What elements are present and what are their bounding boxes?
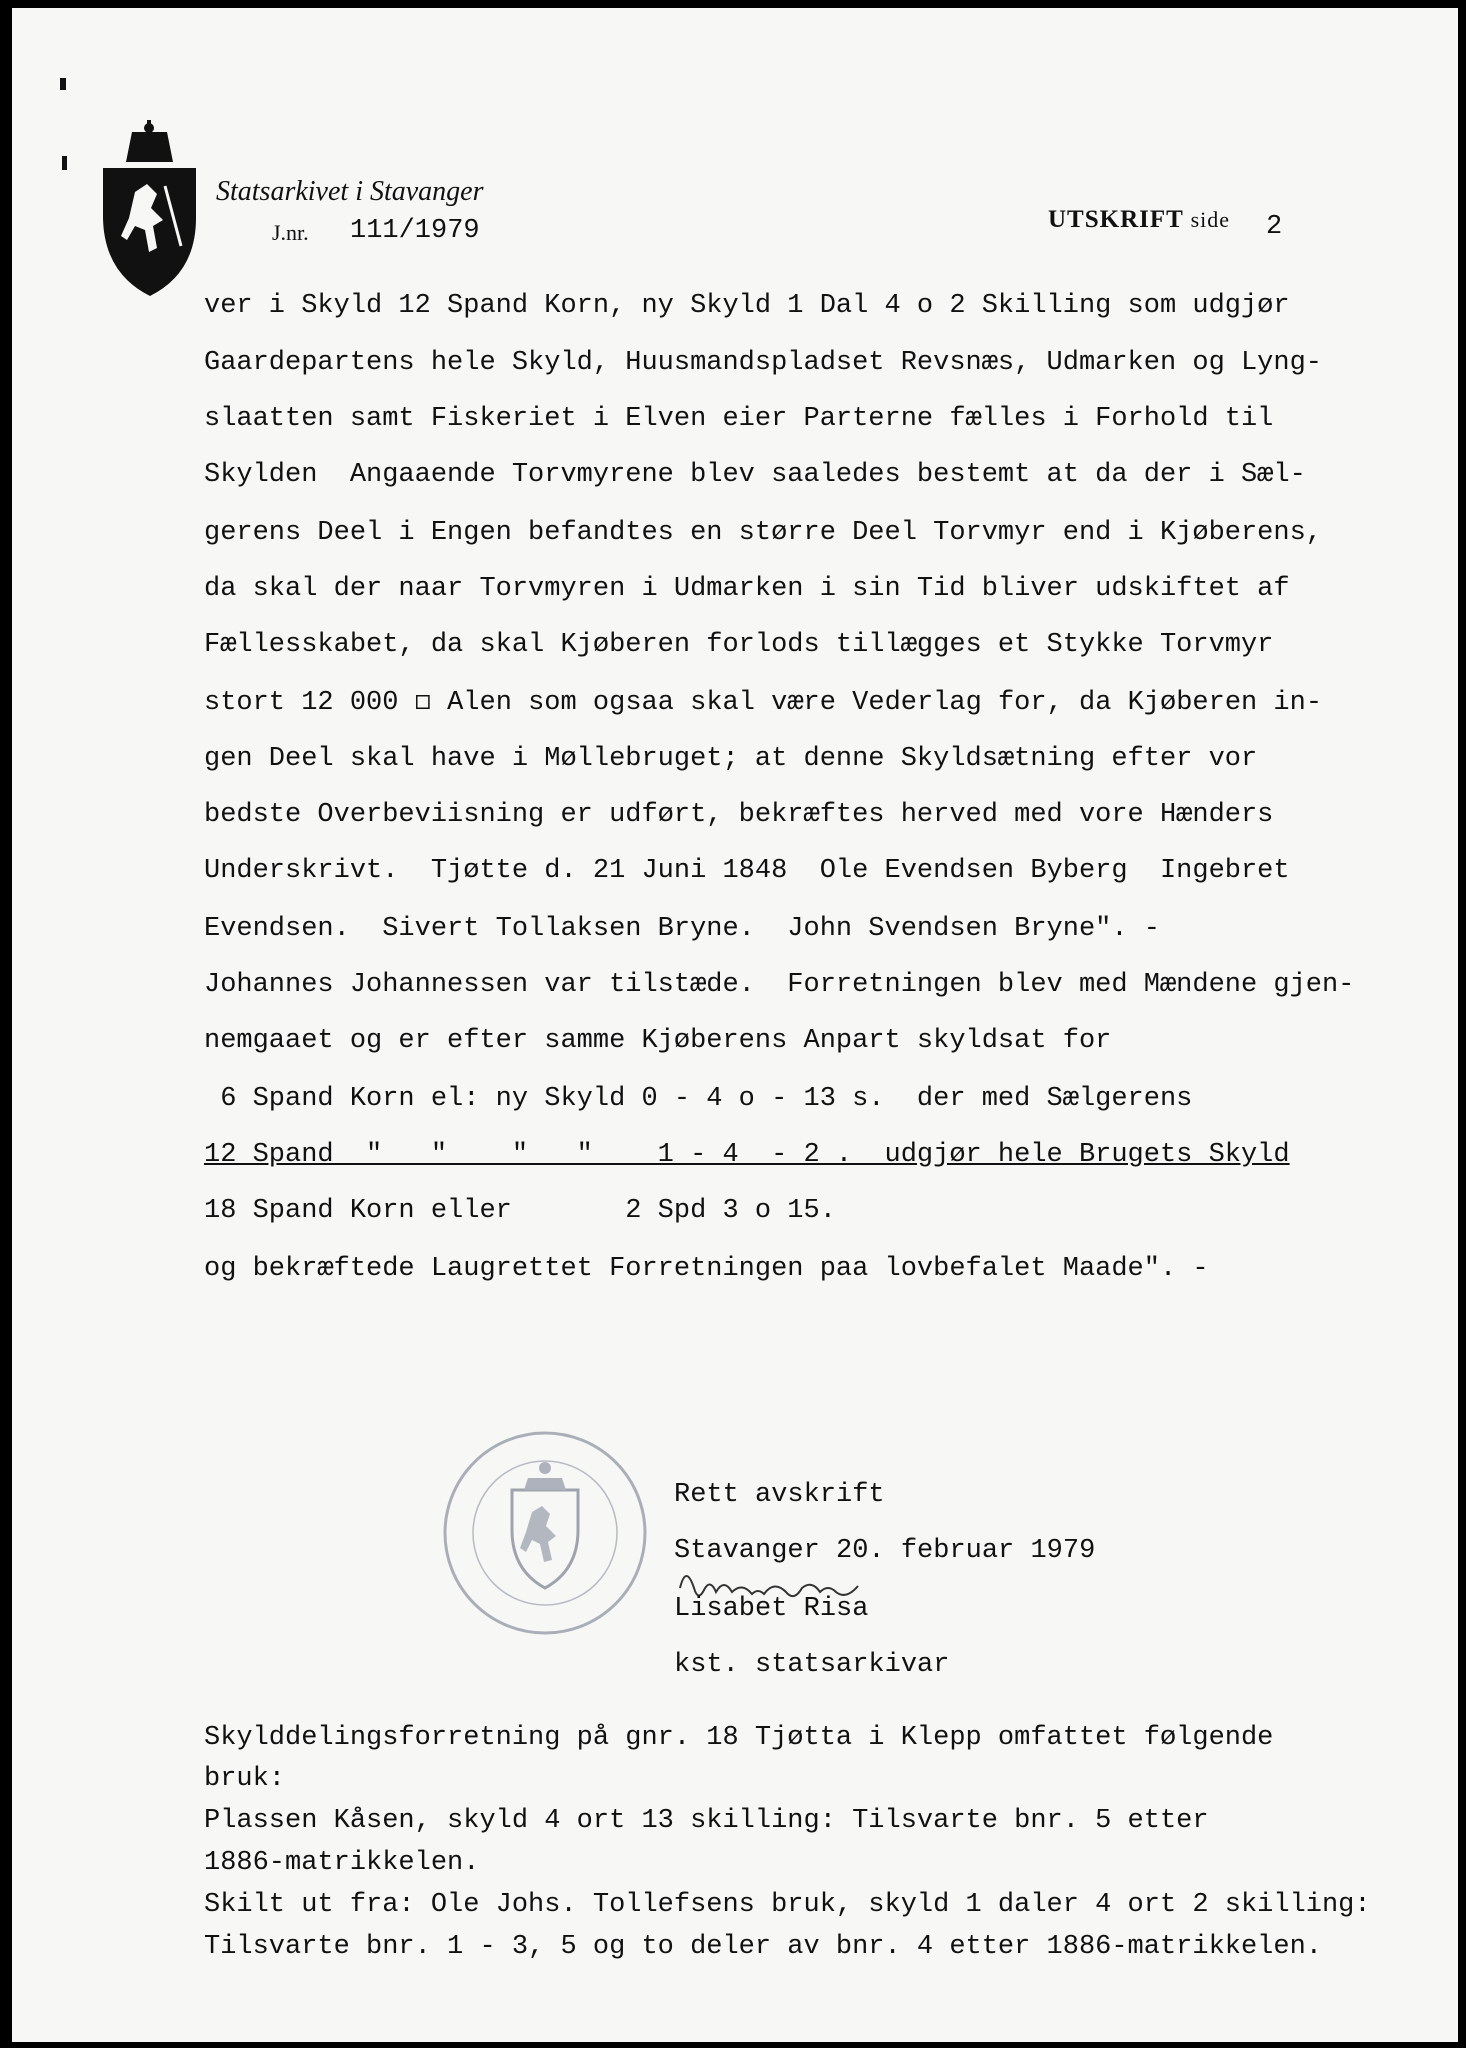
journal-number-label: J.nr. (272, 220, 309, 245)
utskrift-heading (1048, 206, 1230, 234)
margin-mark (60, 78, 66, 90)
body-line: Skylden Angaaende Torvmyrene blev saaledes bestemt at da der i Sæl- (204, 460, 1306, 490)
coat-of-arms-icon (87, 120, 212, 300)
note-line: bruk: (204, 1764, 286, 1794)
document-page (12, 8, 1458, 2042)
body-line: 12 Spand " " " " 1 - 4 - 2 . udgjør hele Brugets Skyld (204, 1140, 1290, 1170)
margin-mark (62, 156, 67, 170)
body-line: 18 Spand Korn eller 2 Spd 3 o 15. (204, 1196, 836, 1226)
body-line: stort 12 000 ◻ Alen som ogsaa skal være Vederlag for, da Kjøberen in- (204, 688, 1323, 718)
body-line: Underskrivt. Tjøtte d. 21 Juni 1848 Ole Evendsen Byberg Ingebret (204, 856, 1290, 886)
body-line: slaatten samt Fiskeriet i Elven eier Parterne fælles i Forhold til (204, 404, 1274, 434)
body-line: nemgaaet og er efter samme Kjøberens Anpart skyldsat for (204, 1026, 1112, 1056)
certification-date: Stavanger 20. februar 1979 (674, 1536, 1096, 1566)
body-line: 6 Spand Korn el: ny Skyld 0 - 4 o - 13 s. der med Sælgerens (204, 1084, 1193, 1114)
note-line: Skylddelingsforretning på gnr. 18 Tjøtta i Klepp omfattet følgende (204, 1723, 1274, 1753)
institution-name: Statsarkivet i Stavanger (216, 176, 484, 207)
body-line: gerens Deel i Engen befandtes en større Deel Torvmyr end i Kjøberens, (204, 518, 1322, 548)
body-line: og bekræftede Laugrettet Forretningen paa lovbefalet Maade". - (204, 1254, 1209, 1284)
body-line: Evendsen. Sivert Tollaksen Bryne. John Svendsen Bryne". - (204, 914, 1160, 944)
body-line: gen Deel skal have i Møllebruget; at denne Skyldsætning efter vor (204, 744, 1258, 774)
page-number: 2 (1266, 212, 1283, 242)
note-line: Skilt ut fra: Ole Johs. Tollefsens bruk, skyld 1 daler 4 ort 2 skilling: (204, 1890, 1371, 1920)
utskrift-label: UTSKRIFT (1048, 206, 1184, 233)
archive-seal (440, 1428, 650, 1638)
note-line: Tilsvarte bnr. 1 - 3, 5 og to deler av bnr. 4 etter 1886-matrikkelen. (204, 1932, 1322, 1962)
note-line: 1886-matrikkelen. (204, 1848, 480, 1878)
body-line: Fællesskabet, da skal Kjøberen forlods tillægges et Stykke Torvmyr (204, 630, 1274, 660)
journal-number: 111/1979 (350, 216, 480, 246)
body-line: da skal der naar Torvmyren i Udmarken i sin Tid bliver udskiftet af (204, 574, 1290, 604)
body-line: Johannes Johannessen var tilstæde. Forretningen blev med Mændene gjen- (204, 970, 1355, 1000)
certification-line: Rett avskrift (674, 1480, 885, 1510)
note-line: Plassen Kåsen, skyld 4 ort 13 skilling: Tilsvarte bnr. 5 etter (204, 1806, 1209, 1836)
signer-name: Lisabet Risa (674, 1594, 869, 1624)
body-line: Gaardepartens hele Skyld, Huusmandspladset Revsnæs, Udmarken og Lyng- (204, 348, 1322, 378)
body-line: ver i Skyld 12 Spand Korn, ny Skyld 1 Dal 4 o 2 Skilling som udgjør (204, 291, 1290, 321)
body-line: bedste Overbeviisning er udført, bekræftes herved med vore Hænders (204, 800, 1274, 830)
signer-title: kst. statsarkivar (674, 1650, 950, 1680)
side-label: side (1190, 207, 1231, 232)
